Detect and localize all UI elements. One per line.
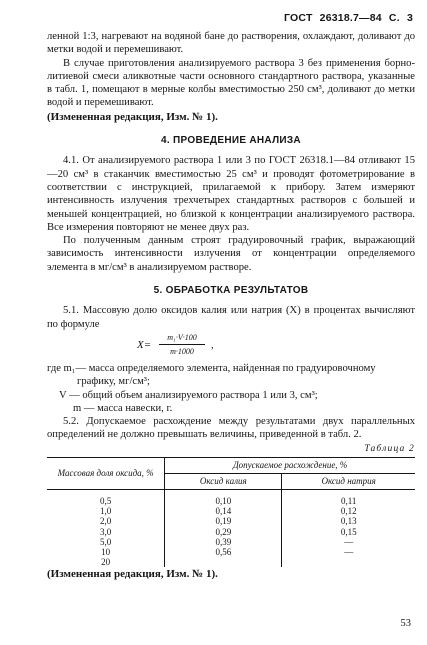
table-row [47, 537, 415, 547]
legend-v: V — общий объем анализируемого раствора 1 или 3, см³; [59, 389, 318, 401]
amendment-note-2: (Измененная редакция, Изм. № 1). [47, 568, 218, 581]
formula-comma: , [211, 339, 214, 351]
table-cell: 5,0 [100, 536, 112, 547]
paragraph-5-2: 5.2. Допускаемое расхождение между результатами двух параллельных определений не должно превышать величины, приведенной в табл. 2. [47, 416, 415, 441]
section-heading-results: 5. ОБРАБОТКА РЕЗУЛЬТАТОВ [153, 285, 309, 297]
table-cell: 0,15 [282, 527, 415, 537]
table-cell: 0,19 [165, 516, 282, 526]
table-row [47, 547, 415, 557]
formula-numerator: m₁·V·100 [159, 332, 205, 345]
table-cell [165, 557, 282, 567]
table-cell: 0,11 [282, 490, 415, 507]
table-cell: — [282, 547, 415, 557]
paragraph-graph: По полученным данным строят градуировочный график, выражающий зависимость интенсивности излучения от концентрации определяемого элемента в мг/см³ в анализируемом растворе. [47, 235, 415, 273]
table-body [47, 490, 415, 568]
formula-legend [47, 362, 415, 415]
table-cell: 0,10 [165, 490, 282, 507]
table-label: Таблица 2 [364, 443, 415, 454]
section-heading-analysis: 4. ПРОВЕДЕНИЕ АНАЛИЗА [161, 135, 301, 147]
formula-lhs: X= [137, 338, 152, 351]
tolerance-table [47, 457, 415, 567]
table-header-na2o: Оксид натрия [282, 474, 415, 490]
table-cell: 3,0 [100, 526, 112, 537]
paragraph-5-1: 5.1. Массовую долю оксидов калия или натрия (X) в процентах вычисляют по формуле [47, 305, 415, 330]
paragraph-solution-3: В случае приготовления анализируемого раствора 3 без применения борно-литиевой смеси аликвотные части основного стандартного раствора, указанные в табл. 1, помещают в мерные колбы вместимостью 250 см³, доливают до метки водой и перемешивают. [47, 57, 415, 109]
table-header-group: Допускаемое расхождение, % [165, 458, 415, 474]
formula-fraction [159, 332, 205, 357]
table-cell: 0,14 [165, 506, 282, 516]
table-cell: 0,5 [100, 496, 112, 507]
formula-denominator: m·1000 [170, 346, 194, 356]
table-row [47, 527, 415, 537]
page-body [47, 30, 415, 582]
table-cell: 0,13 [282, 516, 415, 526]
table-cell: 0,29 [165, 527, 282, 537]
table-cell: 10 [101, 547, 111, 558]
table-header-k2o: Оксид калия [165, 474, 282, 490]
table-row [47, 557, 415, 567]
table-cell: 20 [101, 557, 111, 568]
table-cell: 0,12 [282, 506, 415, 516]
table-cell: — [282, 537, 415, 547]
amendment-note: (Измененная редакция, Изм. № 1). [47, 110, 218, 123]
page-number: 53 [400, 618, 411, 629]
table-cell: 0,39 [165, 537, 282, 547]
table-row [47, 490, 415, 507]
formula [47, 332, 415, 360]
table-row [47, 506, 415, 516]
table-cell: 2,0 [100, 516, 112, 527]
legend-m1: где m₁— масса определяемого элемента, найденная по градуировочному графику, мг/см³; [47, 362, 376, 388]
paragraph-continuation: ленной 1:3, нагревают на водяной бане до растворения, охлаждают, доливают до метки водой и перемешивают. [47, 31, 415, 56]
page-header: ГОСТ 26318.7—84 С. 3 [284, 12, 413, 24]
table-cell: 1,0 [100, 506, 112, 517]
table-cell [282, 557, 415, 567]
table-row [47, 516, 415, 526]
legend-m: m — масса навески, г. [73, 402, 173, 414]
paragraph-4-1: 4.1. От анализируемого раствора 1 или 3 по ГОСТ 26318.1—84 отливают 15—20 см³ в стаканчик вместимостью 25 см³ и проводят фотометрирование в соответствии с инструкцией, прилагаемой к прибору. Затем измеряют интенсивность излучения трехчетырех стандартных растворов с большей и меньшей концентрацией, но близкой к концентрации анализируемого раствора. Все измерения повторяют не менее двух раз. [47, 155, 415, 233]
table-header-fraction: Массовая доля оксида, % [47, 458, 165, 490]
table-cell: 0,56 [165, 547, 282, 557]
